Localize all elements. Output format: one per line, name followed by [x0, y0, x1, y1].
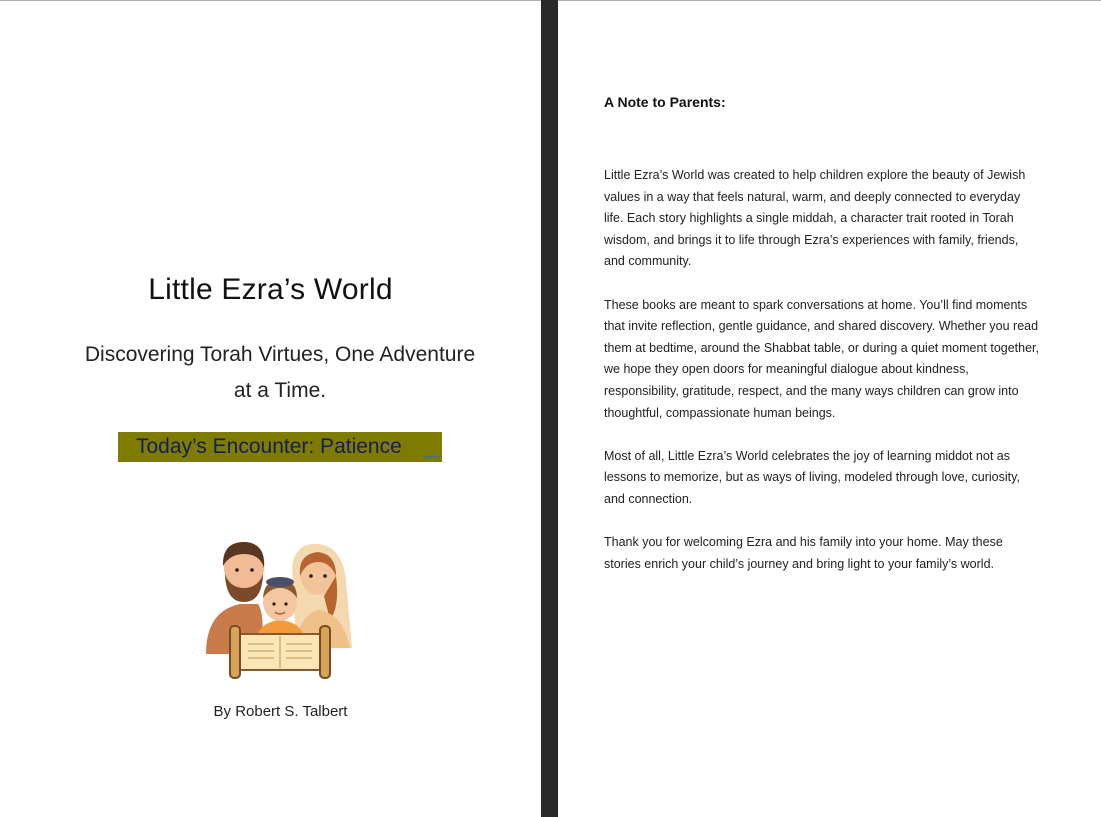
author-byline: By Robert S. Talbert: [213, 703, 348, 720]
book-subtitle: [60, 337, 500, 409]
family-reading-torah-icon: [200, 536, 360, 686]
subtitle-line-2: at a Time.: [233, 379, 327, 402]
note-paragraph: Most of all, Little Ezra’s World celebrates the joy of learning middot not as lessons to memorize, but as ways of living, modeled through love, curiosity, and connection.: [604, 448, 1020, 506]
subtitle-line-1: Discovering Torah Virtues, One Adventure: [84, 343, 476, 366]
encounter-banner: [118, 432, 442, 462]
book-title: Little Ezra’s World: [148, 273, 393, 306]
encounter-label: Today’s Encounter: Patience: [136, 435, 402, 458]
page-gutter: [541, 0, 558, 817]
note-paragraph: Thank you for welcoming Ezra and his family into your home. May these stories enrich your child’s journey and bring light to your family’s world.: [604, 535, 1003, 571]
spellcheck-squiggle-icon: [424, 454, 440, 460]
note-heading: A Note to Parents:: [604, 94, 726, 110]
cover-page: [0, 1, 541, 817]
note-page: [558, 1, 1101, 817]
note-paragraph: Little Ezra’s World was created to help children explore the beauty of Jewish values in a way that feels natural, warm, and deeply connected to everyday life. Each story highlights a single middah, a character trait rooted in Torah wisdom, and brings it to life through Ezra’s experiences with family, friends, and community.: [604, 168, 1026, 269]
note-paragraph: These books are meant to spark conversations at home. You’ll find moments that invite reflection, gentle guidance, and shared discovery. Whether you read them at bedtime, around the Shabbat table, or during a quiet moment together, we hope they open doors for meaningful dialogue about kindness, responsibility, gratitude, respect, and the many ways children can grow into thoughtful, compassionate human beings.: [604, 297, 1040, 420]
note-body: [604, 165, 1040, 597]
